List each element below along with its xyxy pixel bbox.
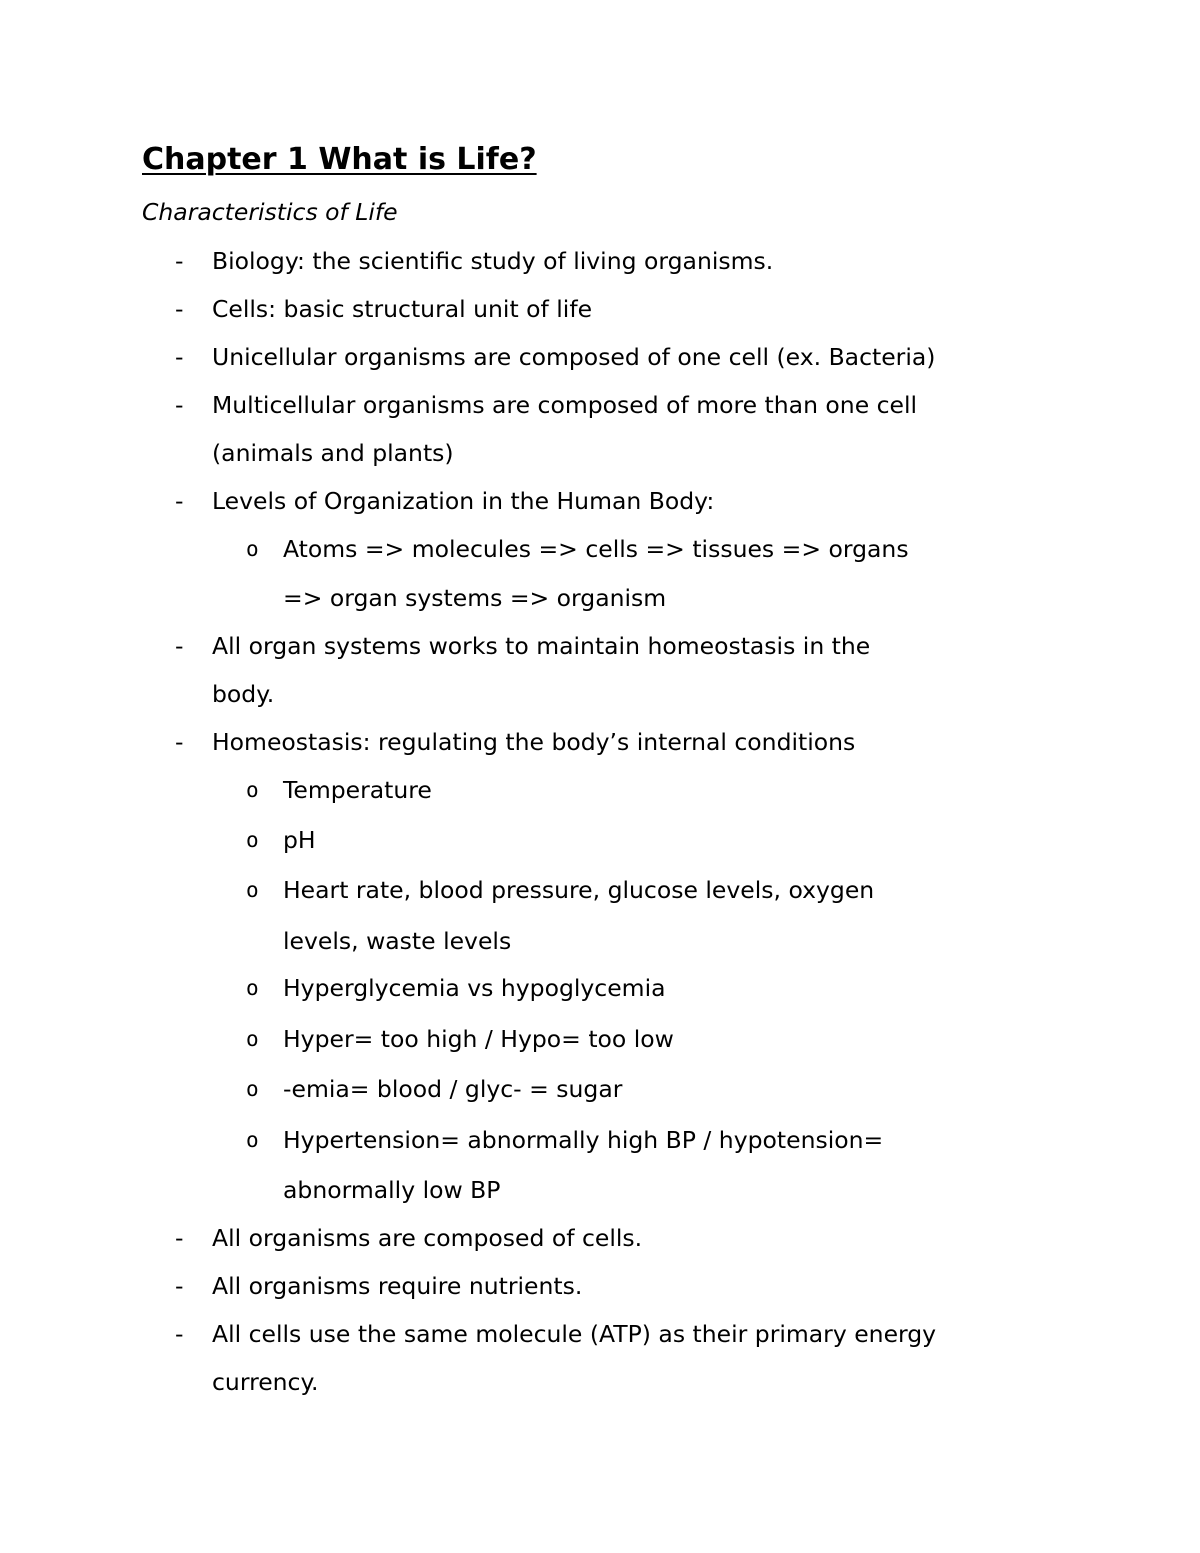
circle-bullet-icon: o [246,1077,259,1101]
circle-bullet-icon: o [246,1128,259,1152]
dash-bullet-icon: - [175,247,184,275]
list-item: Biology: the scientific study of living organisms. [212,247,774,275]
circle-bullet-icon: o [246,778,259,802]
sub-list-item: Temperature [283,776,432,804]
list-item: Homeostasis: regulating the body’s internal conditions [212,728,856,756]
section-heading: Characteristics of Life [142,198,398,226]
list-item: All organ systems works to maintain homeostasis in the [212,632,871,660]
list-item: Cells: basic structural unit of life [212,295,593,323]
list-item: All cells use the same molecule (ATP) as their primary energy [212,1320,937,1348]
dash-bullet-icon: - [175,343,184,371]
dash-bullet-icon: - [175,1272,184,1300]
list-item: Multicellular organisms are composed of more than one cell [212,391,918,419]
dash-bullet-icon: - [175,295,184,323]
list-item-continuation: (animals and plants) [212,439,454,467]
dash-bullet-icon: - [175,728,184,756]
sub-list-item: Hyperglycemia vs hypoglycemia [283,974,666,1002]
list-item: Levels of Organization in the Human Body: [212,487,715,515]
sub-list-item: Heart rate, blood pressure, glucose levels, oxygen [283,876,875,904]
sub-list-item-continuation: abnormally low BP [283,1176,501,1204]
list-item-continuation: currency. [212,1368,319,1396]
circle-bullet-icon: o [246,976,259,1000]
sub-list-item: Hypertension= abnormally high BP / hypotension= [283,1126,884,1154]
sub-list-item: pH [283,826,316,854]
list-item-continuation: body. [212,680,275,708]
dash-bullet-icon: - [175,632,184,660]
sub-list-item: -emia= blood / glyc- = sugar [283,1075,623,1103]
sub-list-item: Hyper= too high / Hypo= too low [283,1025,674,1053]
circle-bullet-icon: o [246,878,259,902]
page-title: Chapter 1 What is Life? [142,142,537,177]
circle-bullet-icon: o [246,537,259,561]
sub-list-item-continuation: levels, waste levels [283,927,512,955]
list-item: All organisms are composed of cells. [212,1224,643,1252]
list-item: Unicellular organisms are composed of one cell (ex. Bacteria) [212,343,936,371]
dash-bullet-icon: - [175,1224,184,1252]
sub-list-item: Atoms => molecules => cells => tissues => organs [283,535,909,563]
dash-bullet-icon: - [175,1320,184,1348]
list-item: All organisms require nutrients. [212,1272,583,1300]
sub-list-item-continuation: => organ systems => organism [283,584,667,612]
dash-bullet-icon: - [175,391,184,419]
circle-bullet-icon: o [246,828,259,852]
circle-bullet-icon: o [246,1027,259,1051]
dash-bullet-icon: - [175,487,184,515]
